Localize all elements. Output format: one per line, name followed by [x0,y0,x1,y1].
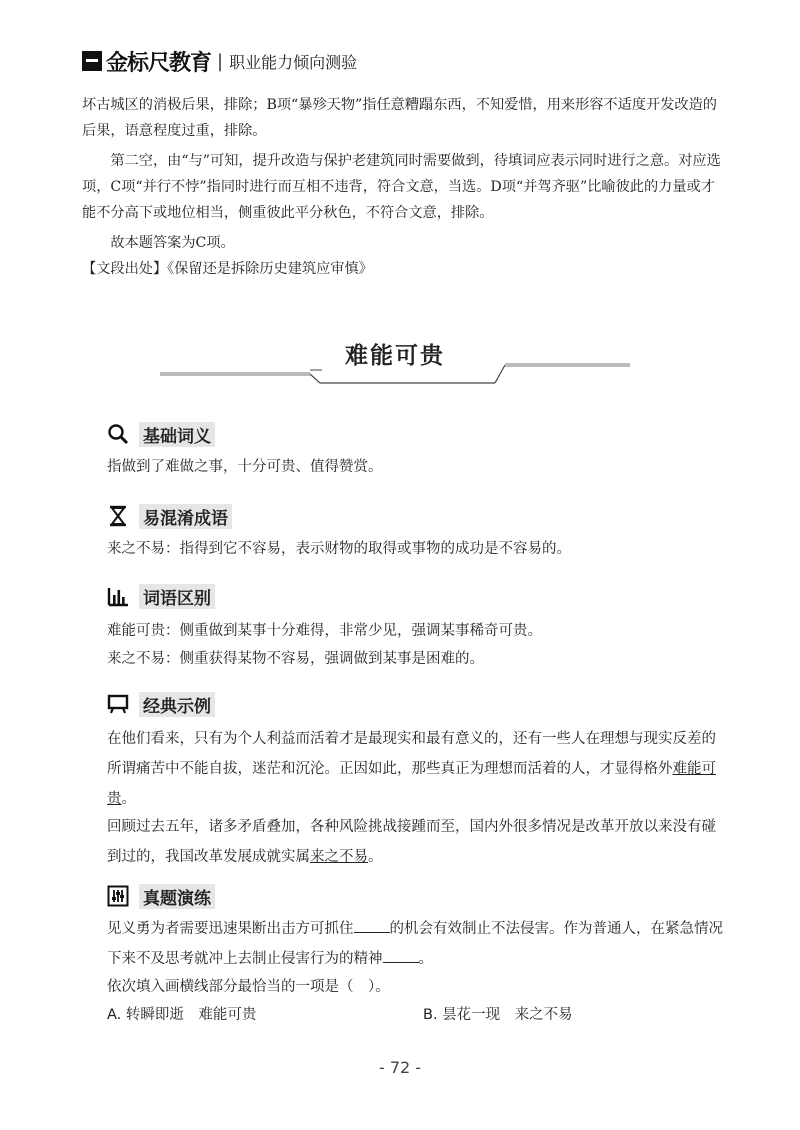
section-practice [107,882,215,910]
example-term-underlined: 难能可贵 [107,761,716,807]
basic-meaning-text: 指做到了难做之事，十分可贵、值得赞赏。 [107,459,383,475]
answer-blank [383,946,419,963]
idiom-title: 难能可贵 [345,342,445,369]
answer-line: 故本题答案为C项。 [110,235,235,251]
intro-paragraph-1: 坏古城区的消极后果，排除；B项“暴殄天物”指任意糟蹋东西，不知爱惜，用来形容不适度开发改造的后果，语意程度过重，排除。 [82,97,717,139]
monitor-icon [107,693,129,715]
section-basic-meaning [107,420,215,448]
brand-name: 金标尺教育 [106,50,212,76]
brand-logo-icon [82,51,102,71]
intro-paragraph-2: 第二空，由“与”可知，提升改造与保护老建筑同时需要做到，待填词应表示同时进行之意。对应选项，C项“并行不悖”指同时进行而互相不违背，符合文意，当选。D项“并驾齐驱”比喻彼此的力量或才能不分高下或地位相当，侧重彼此平分秋色，不符合文意，排除。 [82,153,721,221]
section-title: 词语区别 [139,584,215,609]
sliders-icon [107,885,129,907]
section-title: 经典示例 [139,692,215,717]
section-title: 基础词义 [139,422,215,447]
difference-line-1: 难能可贵：侧重做到某事十分难得，非常少见，强调某事稀奇可贵。 [107,623,542,639]
difference-line-2: 来之不易：侧重获得某物不容易，强调做到某事是困难的。 [107,651,484,667]
bar-chart-icon [107,585,129,607]
section-examples [107,690,215,718]
practice-prompt: 依次填入画横线部分最恰当的一项是（ ）。 [107,979,390,995]
example-paragraph-1: 在他们看来，只有为个人利益而活着才是最现实和最有意义的，还有一些人在理想与现实反差的所谓痛苦中不能自拔，迷茫和沉沦。正因如此，那些真正为理想而活着的人，才显得格外难能可贵。 [107,731,716,807]
magnifier-icon [107,423,129,445]
practice-question: 见义勇为者需要迅速果断出击方可抓住 的机会有效制止不法侵害。作为普通人，在紧急情况下来不及思考就冲上去制止侵害行为的精神 。 [107,914,727,974]
page-header [82,46,357,76]
section-confusable [107,502,232,530]
option-a: A. 转瞬即逝 难能可贵 [107,1007,257,1023]
example-term-underlined: 来之不易 [310,849,368,865]
option-b: B. 昙花一现 来之不易 [423,1007,573,1023]
section-title: 易混淆成语 [139,504,232,529]
section-title: 真题演练 [139,884,215,909]
idiom-title-banner [160,335,630,390]
header-separator: | [217,50,224,72]
confusable-text: 来之不易：指得到它不容易，表示财物的取得或事物的成功是不容易的。 [107,541,571,557]
page-number: - 72 - [378,1058,422,1077]
header-subtitle: 职业能力倾向测验 [229,52,358,72]
source-line: 【文段出处】《保留还是拆除历史建筑应审慎》 [82,261,373,277]
example-paragraph-2: 回顾过去五年，诸多矛盾叠加，各种风险挑战接踵而至，国内外很多情况是改革开放以来没有碰到过的，我国改革发展成就实属来之不易。 [107,819,716,865]
answer-blank [354,916,390,933]
section-difference [107,582,215,610]
hourglass-icon [107,505,129,527]
